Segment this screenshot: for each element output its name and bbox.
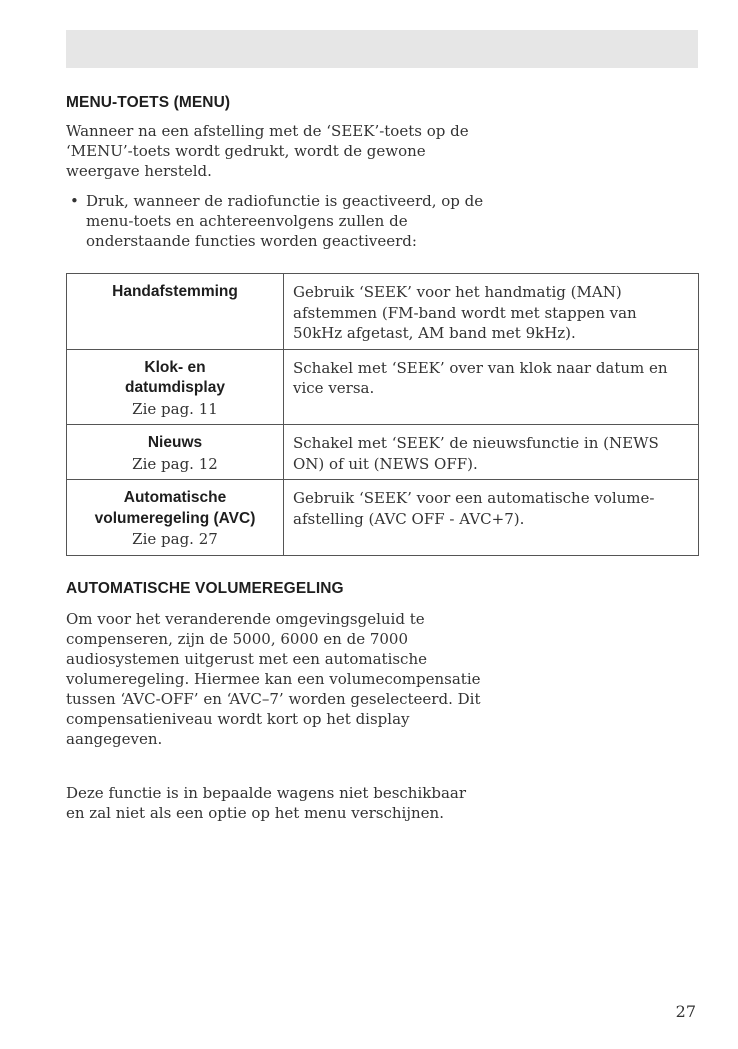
menu-paragraph: Wanneer na een afstelling met de ‘SEEK’-toets op de ‘MENU’-toets wordt gedrukt, wordt de gewone weergave hersteld. (66, 122, 469, 180)
table-row (67, 480, 699, 556)
table-row (67, 425, 699, 480)
menu-bullet-text: Druk, wanneer de radiofunctie is geactiveerd, op de menu-toets en achtereenvolgens zullen de onderstaande functies worden geactiveerd: (86, 192, 484, 250)
function-label: Nieuws (147, 434, 203, 451)
function-label: Klok- en datumdisplay (125, 358, 225, 396)
table-row (67, 349, 699, 425)
section-heading-avc: AUTOMATISCHE VOLUMEREGELING (66, 580, 344, 597)
section-heading-menu: MENU-TOETS (MENU) (66, 94, 231, 111)
function-description-cell: Schakel met ‘SEEK’ over van klok naar datum en vice versa. (284, 349, 699, 425)
page-reference: Zie pag. 12 (132, 454, 218, 473)
table-row (67, 274, 699, 350)
function-label: Handafstemming (112, 283, 238, 300)
bullet-dot: • (70, 192, 79, 210)
avc-paragraph-2: Deze functie is in bepaalde wagens niet beschikbaar en zal niet als een optie op het menu verschijnen. (66, 784, 466, 822)
function-description-cell: Gebruik ‘SEEK’ voor het handmatig (MAN) afstemmen (FM-band wordt met stappen van 50kHz afgetast, AM band met 9kHz). (284, 274, 699, 350)
page-number: 27 (675, 1002, 696, 1021)
function-label-cell (67, 425, 284, 480)
page-reference: Zie pag. 11 (132, 399, 218, 418)
function-description-cell: Schakel met ‘SEEK’ de nieuwsfunctie in (NEWS ON) of uit (NEWS OFF). (284, 425, 699, 480)
function-label: Automatische volumeregeling (AVC) (94, 489, 256, 527)
function-label-cell (67, 349, 284, 425)
page-reference: Zie pag. 27 (132, 530, 218, 548)
function-label-cell (67, 274, 284, 350)
avc-paragraph-1: Om voor het veranderende omgevingsgeluid te compenseren, zijn de 5000, 6000 en de 7000 audiosystemen uitgerust met een automatische volumeregeling. Hiermee kan een volumecompensatie tussen ‘AVC-OFF’ en ‘AVC–7’ worden geselecteerd. Dit compensatieniveau wordt kort op het display aangegeven. (66, 610, 481, 748)
function-label-cell (67, 480, 284, 556)
menu-bullet-item (66, 191, 496, 251)
functions-table (66, 273, 699, 556)
function-description-cell: Gebruik ‘SEEK’ voor een automatische volume-afstelling (AVC OFF - AVC+7). (284, 480, 699, 556)
header-band (66, 30, 698, 68)
